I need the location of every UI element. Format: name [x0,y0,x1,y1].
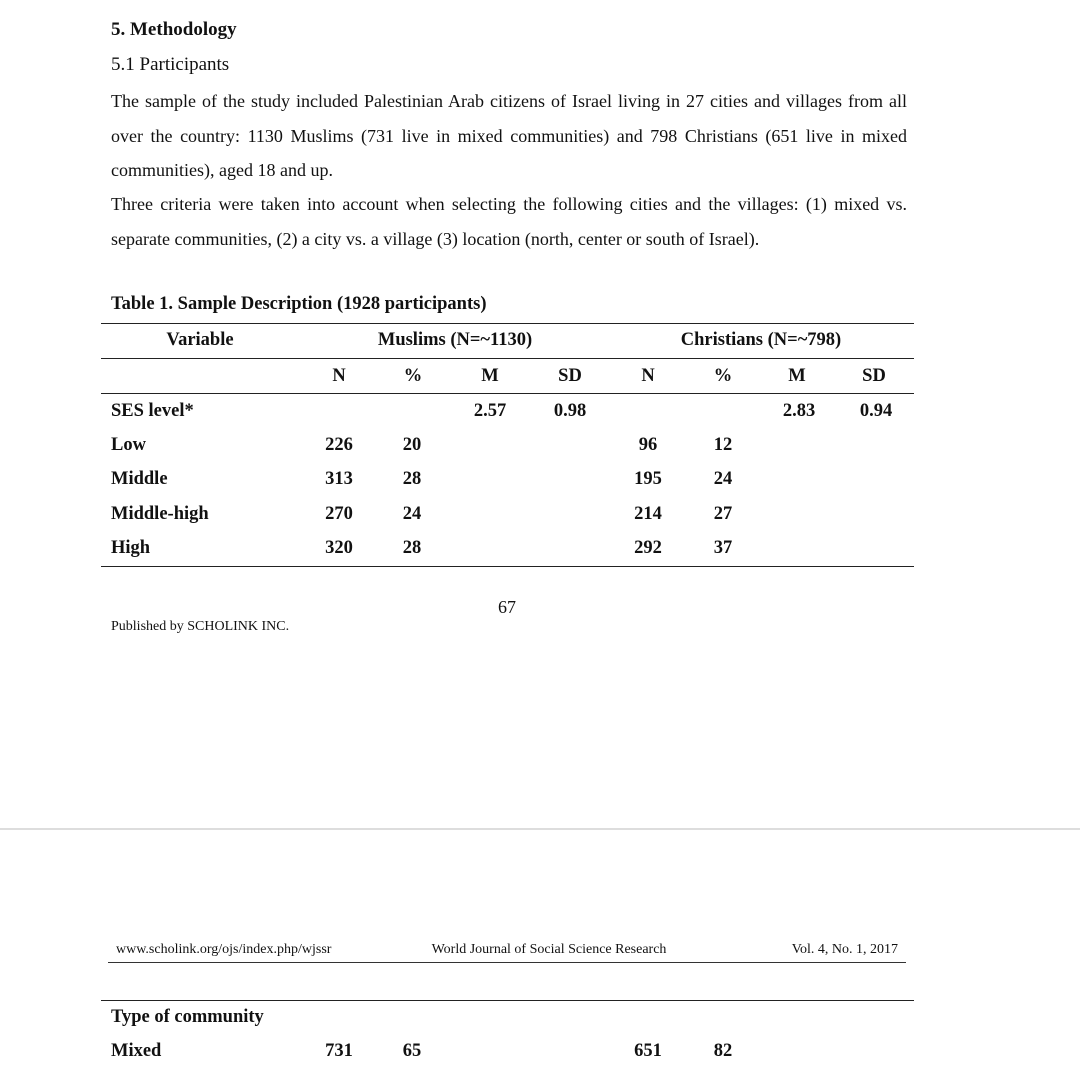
row-label: Low [111,435,146,455]
table-cell: 96 [638,435,658,455]
table-cell: 214 [634,504,662,524]
running-header-journal: World Journal of Social Science Research [431,942,667,957]
page-number: 67 [498,597,516,617]
header-muslims: Muslims (N=~1130) [377,330,533,350]
table-caption: Table 1. Sample Description (1928 participants) [111,294,487,314]
paragraph: The sample of the study included Palestinian Arab citizens of Israel living in 27 cities and villages from all over the country: 1130 Muslims (731 live in mixed communities) and 798 Christians (651 live in mixed communities), aged 18 and up. [111,91,907,180]
subheader-cell: SD [862,366,886,386]
subheader-cell: N [641,366,655,386]
table-cell: 2.83 [782,401,816,421]
row-label: SES level* [111,401,194,421]
table-subheader-rule [101,393,914,394]
table-cell: 12 [713,435,733,455]
row-label: Mixed [111,1041,162,1061]
row-label: Middle [111,469,168,489]
section-heading: 5. Methodology [111,19,237,40]
table-cell: 292 [634,538,662,558]
table-top-rule [101,323,914,324]
table-cell: 28 [402,469,422,489]
subheader-cell: % [713,366,733,386]
subsection-heading: 5.1 Participants [111,54,230,75]
subheader-cell: N [332,366,346,386]
header-variable: Variable [166,330,234,350]
table-continuation-rule [101,1000,914,1001]
table-cell: 0.94 [859,401,893,421]
subheader-cell: % [403,366,423,386]
table-cell: 313 [325,469,353,489]
page-divider [0,828,1080,830]
table-cell: 731 [325,1041,353,1061]
row-label: High [111,538,151,558]
table-cell: 651 [634,1041,662,1061]
table-cell: 65 [402,1041,422,1061]
table-cell: 195 [634,469,662,489]
running-header-url: www.scholink.org/ojs/index.php/wjssr [116,942,332,957]
row-label: Middle-high [111,504,209,524]
paragraph: Three criteria were taken into account when selecting the following cities and the villages: (1) mixed vs. separate communities, (2) a city vs. a village (3) location (north, center or south of Israel). [111,194,907,249]
table-cell: 226 [325,435,353,455]
table-cell: 28 [402,538,422,558]
running-header-rule [108,962,906,963]
table-bottom-rule [101,566,914,567]
table-cell: 27 [713,504,733,524]
header-christians: Christians (N=~798) [680,330,842,350]
group-label: Type of community [111,1007,264,1027]
table-cell: 24 [713,469,733,489]
subheader-cell: M [788,366,806,386]
table-cell: 37 [713,538,733,558]
table-cell: 20 [402,435,422,455]
table-cell: 270 [325,504,353,524]
table-cell: 0.98 [553,401,587,421]
subheader-cell: SD [558,366,582,386]
table-cell: 24 [402,504,422,524]
table-header-rule [101,358,914,359]
subheader-cell: M [481,366,499,386]
table-cell: 82 [713,1041,733,1061]
table-cell: 320 [325,538,353,558]
publisher-footer: Published by SCHOLINK INC. [111,619,290,634]
table-cell: 2.57 [473,401,507,421]
running-header-volume: Vol. 4, No. 1, 2017 [791,942,898,957]
